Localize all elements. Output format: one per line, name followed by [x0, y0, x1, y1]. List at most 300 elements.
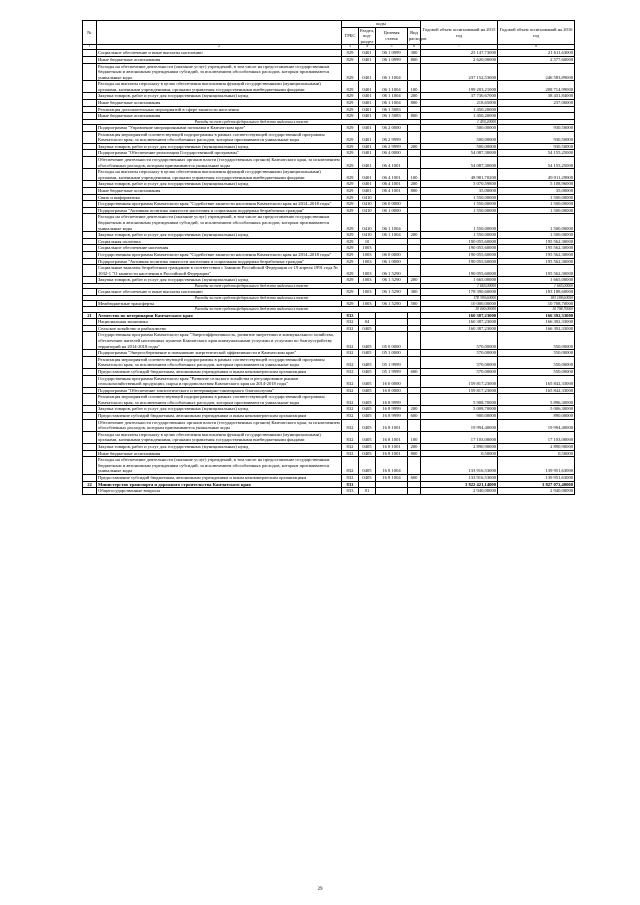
target-article-code: 06 0 0000: [376, 201, 408, 208]
expense-name: Реализация мероприятий соответствующей подпрограммы в рамках соответствующей государственной программы Камчатского края, за исключением обособленных расходов, которым присваиваются уникальные коды: [97, 356, 342, 368]
row-number: [83, 265, 97, 277]
expense-type-code: 100: [408, 81, 421, 93]
amount-2015: 500,00000: [421, 125, 498, 132]
amount-2016: 166 392,33000: [498, 319, 575, 326]
grbs-code: 829: [342, 258, 359, 265]
section-code: 1003: [359, 258, 376, 265]
grbs-code: 829: [342, 207, 359, 214]
column-index: 3: [342, 45, 359, 50]
grbs-code: 832: [342, 350, 359, 357]
expense-type-code: [408, 157, 421, 169]
target-article-code: 16 8 1001: [376, 419, 408, 431]
table-row: [83, 201, 575, 208]
target-article-code: 16 8 9999: [376, 394, 408, 406]
table-row: [83, 63, 575, 81]
expense-type-code: 800: [408, 450, 421, 457]
grbs-code: 829: [342, 106, 359, 113]
expense-name: Расходы на обеспечение деятельности (оказание услуг) учреждений, в том числе на предоставление государственным бюджетным и автономным учреждениям субсидий, за исключением обособленных расходов, которым присваиваются уникальные коды: [97, 457, 342, 475]
target-article-code: 16 8 0000: [376, 387, 408, 394]
grbs-code: 829: [342, 251, 359, 258]
row-number: [83, 300, 97, 307]
section-code: 0410: [359, 201, 376, 208]
amount-2015: 1 550,00000: [421, 207, 498, 214]
amount-2016: 3 827 072,40000: [498, 481, 575, 488]
expense-type-code: 200: [408, 143, 421, 150]
amount-2015: 2 940,00000: [421, 488, 498, 495]
expense-type-code: [408, 258, 421, 265]
amount-2016: 208 714,99000: [498, 81, 575, 93]
section-code: 0405: [359, 457, 376, 475]
amount-2016: 1 500,00000: [498, 214, 575, 232]
grbs-code: 829: [342, 289, 359, 296]
target-article-code: 16 8 1004: [376, 475, 408, 482]
expense-name: Министерство транспорта и дорожного строительства Камчатского края: [97, 481, 342, 488]
row-number: [83, 232, 97, 239]
amount-2016: 1 500,00000: [498, 194, 575, 201]
grbs-code: 829: [342, 265, 359, 277]
amount-2015: 37 730,67000: [421, 93, 498, 100]
expense-type-code: 100: [408, 169, 421, 181]
amount-2016: 183 188,60000: [498, 295, 575, 300]
amount-2015: 5 008,70000: [421, 406, 498, 413]
column-index: 1: [83, 45, 97, 50]
section-code: 1003: [359, 245, 376, 252]
amount-2016: 139 951,63000: [498, 475, 575, 482]
amount-2016: 550,00000: [498, 368, 575, 375]
row-number: [83, 181, 97, 188]
section-code: 0401: [359, 150, 376, 157]
grbs-code: 832: [342, 475, 359, 482]
section-code: 1003: [359, 289, 376, 296]
row-number: [83, 419, 97, 431]
section-code: 0401: [359, 56, 376, 63]
section-code: 0405: [359, 450, 376, 457]
section-code: 0401: [359, 50, 376, 57]
amount-2016: 195 562,30000: [498, 265, 575, 277]
amount-2016: 890,00000: [498, 413, 575, 420]
row-number: [83, 245, 97, 252]
amount-2016: 5 896,30000: [498, 394, 575, 406]
expense-name: Социальная политика: [97, 238, 342, 245]
expense-name: Расходы на обеспечение деятельности (оказание услуг) учреждений, в том числе на предоставление государственным бюджетным и автономным учреждениям субсидий, за исключением обособленных расходов, которым присваиваются уникальные коды: [97, 214, 342, 232]
section-code: 0410: [359, 207, 376, 214]
expense-name: Иные бюджетные ассигнования: [97, 100, 342, 107]
expense-type-code: [408, 325, 421, 332]
expense-type-code: 200: [408, 93, 421, 100]
row-number: [83, 125, 97, 132]
section-code: 1003: [359, 251, 376, 258]
expense-type-code: [408, 312, 421, 319]
target-article-code: 06 2 9999: [376, 131, 408, 143]
expense-type-code: 600: [408, 368, 421, 375]
target-article-code: 06 1 1004: [376, 214, 408, 232]
amount-2015: 570,00000: [421, 356, 498, 368]
row-number: [83, 93, 97, 100]
amount-2016: 166 392,33000: [498, 325, 575, 332]
table-row: [83, 332, 575, 350]
expense-name: Межбюджетные трансферты: [97, 300, 342, 307]
note-text: Расходы за счет средств федерального бюджета выделены в тексте: [83, 119, 421, 124]
amount-2016: 139 951,63000: [498, 457, 575, 475]
section-code: 0401: [359, 187, 376, 194]
expense-name: Подпрограмма "Обеспечение эпизоотического и ветеринарно-санитарного благополучия": [97, 387, 342, 394]
note-text: Расходы за счет средств федерального бюджета выделены в тексте: [83, 283, 421, 288]
grbs-code: 829: [342, 277, 359, 284]
table-row: [83, 444, 575, 451]
section-code: 0401: [359, 81, 376, 93]
grbs-code: 829: [342, 169, 359, 181]
row-number: [83, 394, 97, 406]
target-article-code: 06 2 0000: [376, 125, 408, 132]
section-code: [359, 481, 376, 488]
expense-type-code: [408, 125, 421, 132]
grbs-code: 832: [342, 457, 359, 475]
table-row: [83, 368, 575, 375]
amount-2016: 54 155,25000: [498, 150, 575, 157]
row-number: [83, 63, 97, 81]
grbs-code: 829: [342, 300, 359, 307]
table-row: [83, 488, 575, 495]
expense-name: Подпрограмма "Обеспечение реализации Государственной программы": [97, 150, 342, 157]
grbs-code: 833: [342, 488, 359, 495]
grbs-code: 829: [342, 131, 359, 143]
amount-2016: 165 842,33000: [498, 387, 575, 394]
target-article-code: 16 8 9999: [376, 413, 408, 420]
grbs-code: 832: [342, 406, 359, 413]
row-number: [83, 207, 97, 214]
row-number: [83, 406, 97, 413]
row-number: [83, 325, 97, 332]
row-number: [83, 201, 97, 208]
amount-2016: 930,50000: [498, 131, 575, 143]
target-article-code: 06 1 5083: [376, 113, 408, 120]
table-row: [83, 251, 575, 258]
table-row: [83, 406, 575, 413]
target-article-code: 06 1 5290: [376, 265, 408, 277]
section-code: 0405: [359, 413, 376, 420]
table-row: [83, 181, 575, 188]
expense-name: Государственная программа Камчатского края "Содействие занятости населения Камчатского края на 2014–2018 годы": [97, 251, 342, 258]
amount-2015: 19 994,40000: [421, 419, 498, 431]
expense-type-code: [408, 238, 421, 245]
grbs-code: 829: [342, 245, 359, 252]
note-text: Расходы за счет средств федерального бюджета выделены в тексте: [83, 307, 421, 312]
expense-type-code: [408, 245, 421, 252]
row-number: [83, 332, 97, 350]
table-row: [83, 245, 575, 252]
section-code: 1003: [359, 300, 376, 307]
row-number: 22: [83, 481, 97, 488]
amount-2016: 38 431,84000: [498, 93, 575, 100]
column-index: 4: [359, 45, 376, 50]
expense-name: Государственная программа Камчатского края "Развитие сельского хозяйства и регулирование рынков сельскохозяйственной продукции, сырья и продовольствия Камчатского края на 2014-2018 годы": [97, 375, 342, 387]
amount-2015: 190 055,60000: [421, 265, 498, 277]
target-article-code: [376, 312, 408, 319]
target-article-code: 06 1 5290: [376, 300, 408, 307]
expense-type-code: [408, 214, 421, 232]
amount-2015: 10 000,00000: [421, 300, 498, 307]
target-article-code: 06 0 0000: [376, 251, 408, 258]
row-number: [83, 431, 97, 443]
grbs-code: 829: [342, 201, 359, 208]
row-number: [83, 214, 97, 232]
amount-2016: 17 103,00000: [498, 431, 575, 443]
grbs-code: 829: [342, 181, 359, 188]
amount-2016: 54 155,25000: [498, 157, 575, 169]
section-code: 0401: [359, 157, 376, 169]
section-code: 0410: [359, 214, 376, 232]
amount-2016: 237,06000: [498, 100, 575, 107]
column-index: 7: [421, 45, 498, 50]
amount-2016: 930,50000: [498, 143, 575, 150]
target-article-code: 06 1 1004: [376, 93, 408, 100]
amount-2015: 54 087,30000: [421, 150, 498, 157]
target-article-code: 06 1 0999: [376, 56, 408, 63]
expense-name: Реализация мероприятий соответствующей подпрограммы в рамках соответствующей государственной программы Камчатского края, за исключением обособленных расходов, которым присваиваются уникальные коды: [97, 394, 342, 406]
expense-name: Расходы на выплаты персоналу в целях обеспечения выполнения функций государственными (муниципальными) органами, казенными учреждениями, органами управления государственными внебюджетными фондами: [97, 431, 342, 443]
expense-name: Иные бюджетные ассигнования: [97, 450, 342, 457]
amount-2016: 2 577,60000: [498, 56, 575, 63]
expense-type-code: 200: [408, 406, 421, 413]
section-code: 0405: [359, 431, 376, 443]
row-number: [83, 387, 97, 394]
expense-type-code: [408, 394, 421, 406]
target-article-code: 06 1 5290: [376, 277, 408, 284]
grbs-code: 829: [342, 81, 359, 93]
amount-2015: 10 000,00000: [421, 307, 498, 312]
grbs-code: 829: [342, 187, 359, 194]
amount-2016: 166 392,33000: [498, 312, 575, 319]
expense-name: Сельское хозяйство и рыболовство: [97, 325, 342, 332]
amount-2015: 570,00000: [421, 368, 498, 375]
row-number: [83, 238, 97, 245]
amount-2016: 2 890,90000: [498, 444, 575, 451]
target-article-code: 06 1 0000: [376, 258, 408, 265]
grbs-code: 829: [342, 150, 359, 157]
amount-2015: 1 665,00000: [421, 283, 498, 288]
target-article-code: 16 8 9999: [376, 406, 408, 413]
table-row: [83, 325, 575, 332]
section-code: 0405: [359, 356, 376, 368]
expense-type-code: 300: [408, 50, 421, 57]
amount-2015: 178 390,60000: [421, 289, 498, 296]
target-article-code: [376, 481, 408, 488]
section-code: 0401: [359, 93, 376, 100]
row-number: [83, 277, 97, 284]
amount-2015: 133 916,53000: [421, 475, 498, 482]
section-code: 10: [359, 238, 376, 245]
table-row: [83, 214, 575, 232]
amount-2015: 1 665,00000: [421, 277, 498, 284]
expense-type-code: [408, 106, 421, 113]
amount-2015: 199 203,21000: [421, 81, 498, 93]
amount-2016: 5 108,96000: [498, 181, 575, 188]
expense-type-code: [408, 265, 421, 277]
amount-2015: 5 070,59800: [421, 181, 498, 188]
amount-2015: 570,00000: [421, 332, 498, 350]
grbs-code: 832: [342, 368, 359, 375]
target-article-code: 05 1 9999: [376, 368, 408, 375]
row-number: [83, 194, 97, 201]
table-row: [83, 457, 575, 475]
expense-type-code: [408, 356, 421, 368]
header-codes: коды: [342, 21, 421, 28]
amount-2015: 190 055,60000: [421, 258, 498, 265]
section-code: [359, 312, 376, 319]
table-row: [83, 450, 575, 457]
amount-2015: 1 450,20000: [421, 119, 498, 124]
amount-2016: [498, 106, 575, 113]
grbs-code: 832: [342, 431, 359, 443]
grbs-code: 829: [342, 238, 359, 245]
table-row: [83, 289, 575, 296]
amount-2015: 570,00000: [421, 350, 498, 357]
grbs-code: 829: [342, 143, 359, 150]
expense-type-code: [408, 251, 421, 258]
expense-name: Иные бюджетные ассигнования: [97, 56, 342, 63]
amount-2016: 19 994,40000: [498, 419, 575, 431]
grbs-code: 832: [342, 419, 359, 431]
amount-2015: 160 387,23000: [421, 319, 498, 326]
table-row: [83, 350, 575, 357]
table-row: [83, 375, 575, 387]
expense-type-code: 200: [408, 444, 421, 451]
expense-name: Реализация дополнительных мероприятий в сфере занятости населения: [97, 106, 342, 113]
grbs-code: 832: [342, 312, 359, 319]
target-article-code: 05 0 0000: [376, 332, 408, 350]
target-article-code: 06 1 1004: [376, 81, 408, 93]
header-expense-type: Вид расходов: [408, 27, 421, 45]
row-number: [83, 157, 97, 169]
amount-2016: 183 188,60000: [498, 289, 575, 296]
table-row: [83, 277, 575, 284]
amount-2015: 237 152,53000: [421, 63, 498, 81]
expense-type-code: 200: [408, 232, 421, 239]
section-code: 0401: [359, 63, 376, 81]
amount-2015: 160 387,23000: [421, 312, 498, 319]
section-code: 0405: [359, 350, 376, 357]
amount-2015: 48 981,70200: [421, 169, 498, 181]
expense-type-code: [408, 488, 421, 495]
table-row: [83, 100, 575, 107]
amount-2016: 49 011,29000: [498, 169, 575, 181]
amount-2016: 1 500,00000: [498, 232, 575, 239]
table-row: [83, 207, 575, 214]
header-2016: Годовой объем ассигнований на 2016 год: [498, 21, 575, 45]
table-row: [83, 125, 575, 132]
table-row: [83, 300, 575, 307]
row-number: [83, 251, 97, 258]
expense-name: Предоставление субсидий бюджетным, автономным учреждениям и иным некоммерческим организациям: [97, 475, 342, 482]
table-header: [83, 21, 575, 50]
expense-name: Государственная программа Камчатского края "Энергоэффективность, развитие энергетики и коммунального хозяйства, обеспечение жителей населенных пунктов Камчатского края коммунальными услугами и услугами по благоустройству территорий на 2014-2018 годы": [97, 332, 342, 350]
table-row: [83, 113, 575, 120]
grbs-code: 829: [342, 63, 359, 81]
expense-type-code: 800: [408, 56, 421, 63]
amount-2016: 550,00000: [498, 356, 575, 368]
section-code: 0401: [359, 106, 376, 113]
amount-2015: 1 450,20000: [421, 113, 498, 120]
expense-name: Социальное обеспечение населения: [97, 245, 342, 252]
expense-name: Закупка товаров, работ и услуг для государственных (муниципальных) нужд: [97, 232, 342, 239]
table-row: [83, 265, 575, 277]
table-row: [83, 394, 575, 406]
grbs-code: 829: [342, 125, 359, 132]
row-number: [83, 450, 97, 457]
note-text: Расходы за счет средств федерального бюджета выделены в тексте: [83, 295, 421, 300]
target-article-code: 16 8 1001: [376, 431, 408, 443]
amount-2016: 165 842,33000: [498, 375, 575, 387]
amount-2016: 246 583,89000: [498, 63, 575, 81]
row-number: [83, 356, 97, 368]
target-article-code: [376, 319, 408, 326]
row-number: [83, 375, 97, 387]
amount-2016: 21 611,63000: [498, 50, 575, 57]
row-number: [83, 50, 97, 57]
grbs-code: 833: [342, 481, 359, 488]
table-row: [83, 157, 575, 169]
section-code: 0401: [359, 113, 376, 120]
section-code: 0405: [359, 325, 376, 332]
amount-2015: 35,00000: [421, 187, 498, 194]
table-row: [83, 93, 575, 100]
expense-type-code: 200: [408, 277, 421, 284]
target-article-code: 05 1 9999: [376, 356, 408, 368]
section-code: 0401: [359, 169, 376, 181]
target-article-code: 06 1 5290: [376, 289, 408, 296]
expense-name: Подпрограмма "Управление миграционными потоками в Камчатском крае": [97, 125, 342, 132]
target-article-code: 06 4 1001: [376, 187, 408, 194]
section-code: 0405: [359, 387, 376, 394]
page-number: 29: [317, 887, 323, 892]
amount-2015: 1 550,00000: [421, 232, 498, 239]
expense-type-code: [408, 319, 421, 326]
amount-2016: 195 562,30000: [498, 258, 575, 265]
amount-2016: 10 708,70000: [498, 307, 575, 312]
expense-name: Предоставление субсидий бюджетным, автономным учреждениям и иным некоммерческим организациям: [97, 368, 342, 375]
department-row: [83, 312, 575, 319]
expense-name: Общегосударственные вопросы: [97, 488, 342, 495]
amount-2015: 2 620,00000: [421, 56, 498, 63]
amount-2015: 0,50000: [421, 450, 498, 457]
grbs-code: 829: [342, 113, 359, 120]
expense-type-code: [408, 375, 421, 387]
grbs-code: 829: [342, 232, 359, 239]
grbs-code: 832: [342, 444, 359, 451]
section-code: 0405: [359, 406, 376, 413]
grbs-code: 829: [342, 214, 359, 232]
section-code: 0401: [359, 131, 376, 143]
column-index: 5: [376, 45, 408, 50]
amount-2015: 1 450,20000: [421, 106, 498, 113]
expense-name: Расходы на выплаты персоналу в целях обеспечения выполнения функций государственными (муниципальными) органами, казенными учреждениями, органами управления государственными внебюджетными фондами: [97, 169, 342, 181]
section-code: 0410: [359, 232, 376, 239]
row-number: [83, 289, 97, 296]
table-row: [83, 431, 575, 443]
expense-type-code: 600: [408, 413, 421, 420]
expense-type-code: 200: [408, 181, 421, 188]
amount-2015: 3 822 421,14000: [421, 481, 498, 488]
expense-type-code: [408, 481, 421, 488]
budget-table: [82, 20, 575, 495]
expense-type-code: 100: [408, 431, 421, 443]
row-number: [83, 113, 97, 120]
section-code: 0405: [359, 368, 376, 375]
section-code: 0405: [359, 419, 376, 431]
amount-2016: 5 006,30000: [498, 406, 575, 413]
section-code: 0405: [359, 394, 376, 406]
expense-name: Закупка товаров, работ и услуг для государственных (муниципальных) нужд: [97, 93, 342, 100]
